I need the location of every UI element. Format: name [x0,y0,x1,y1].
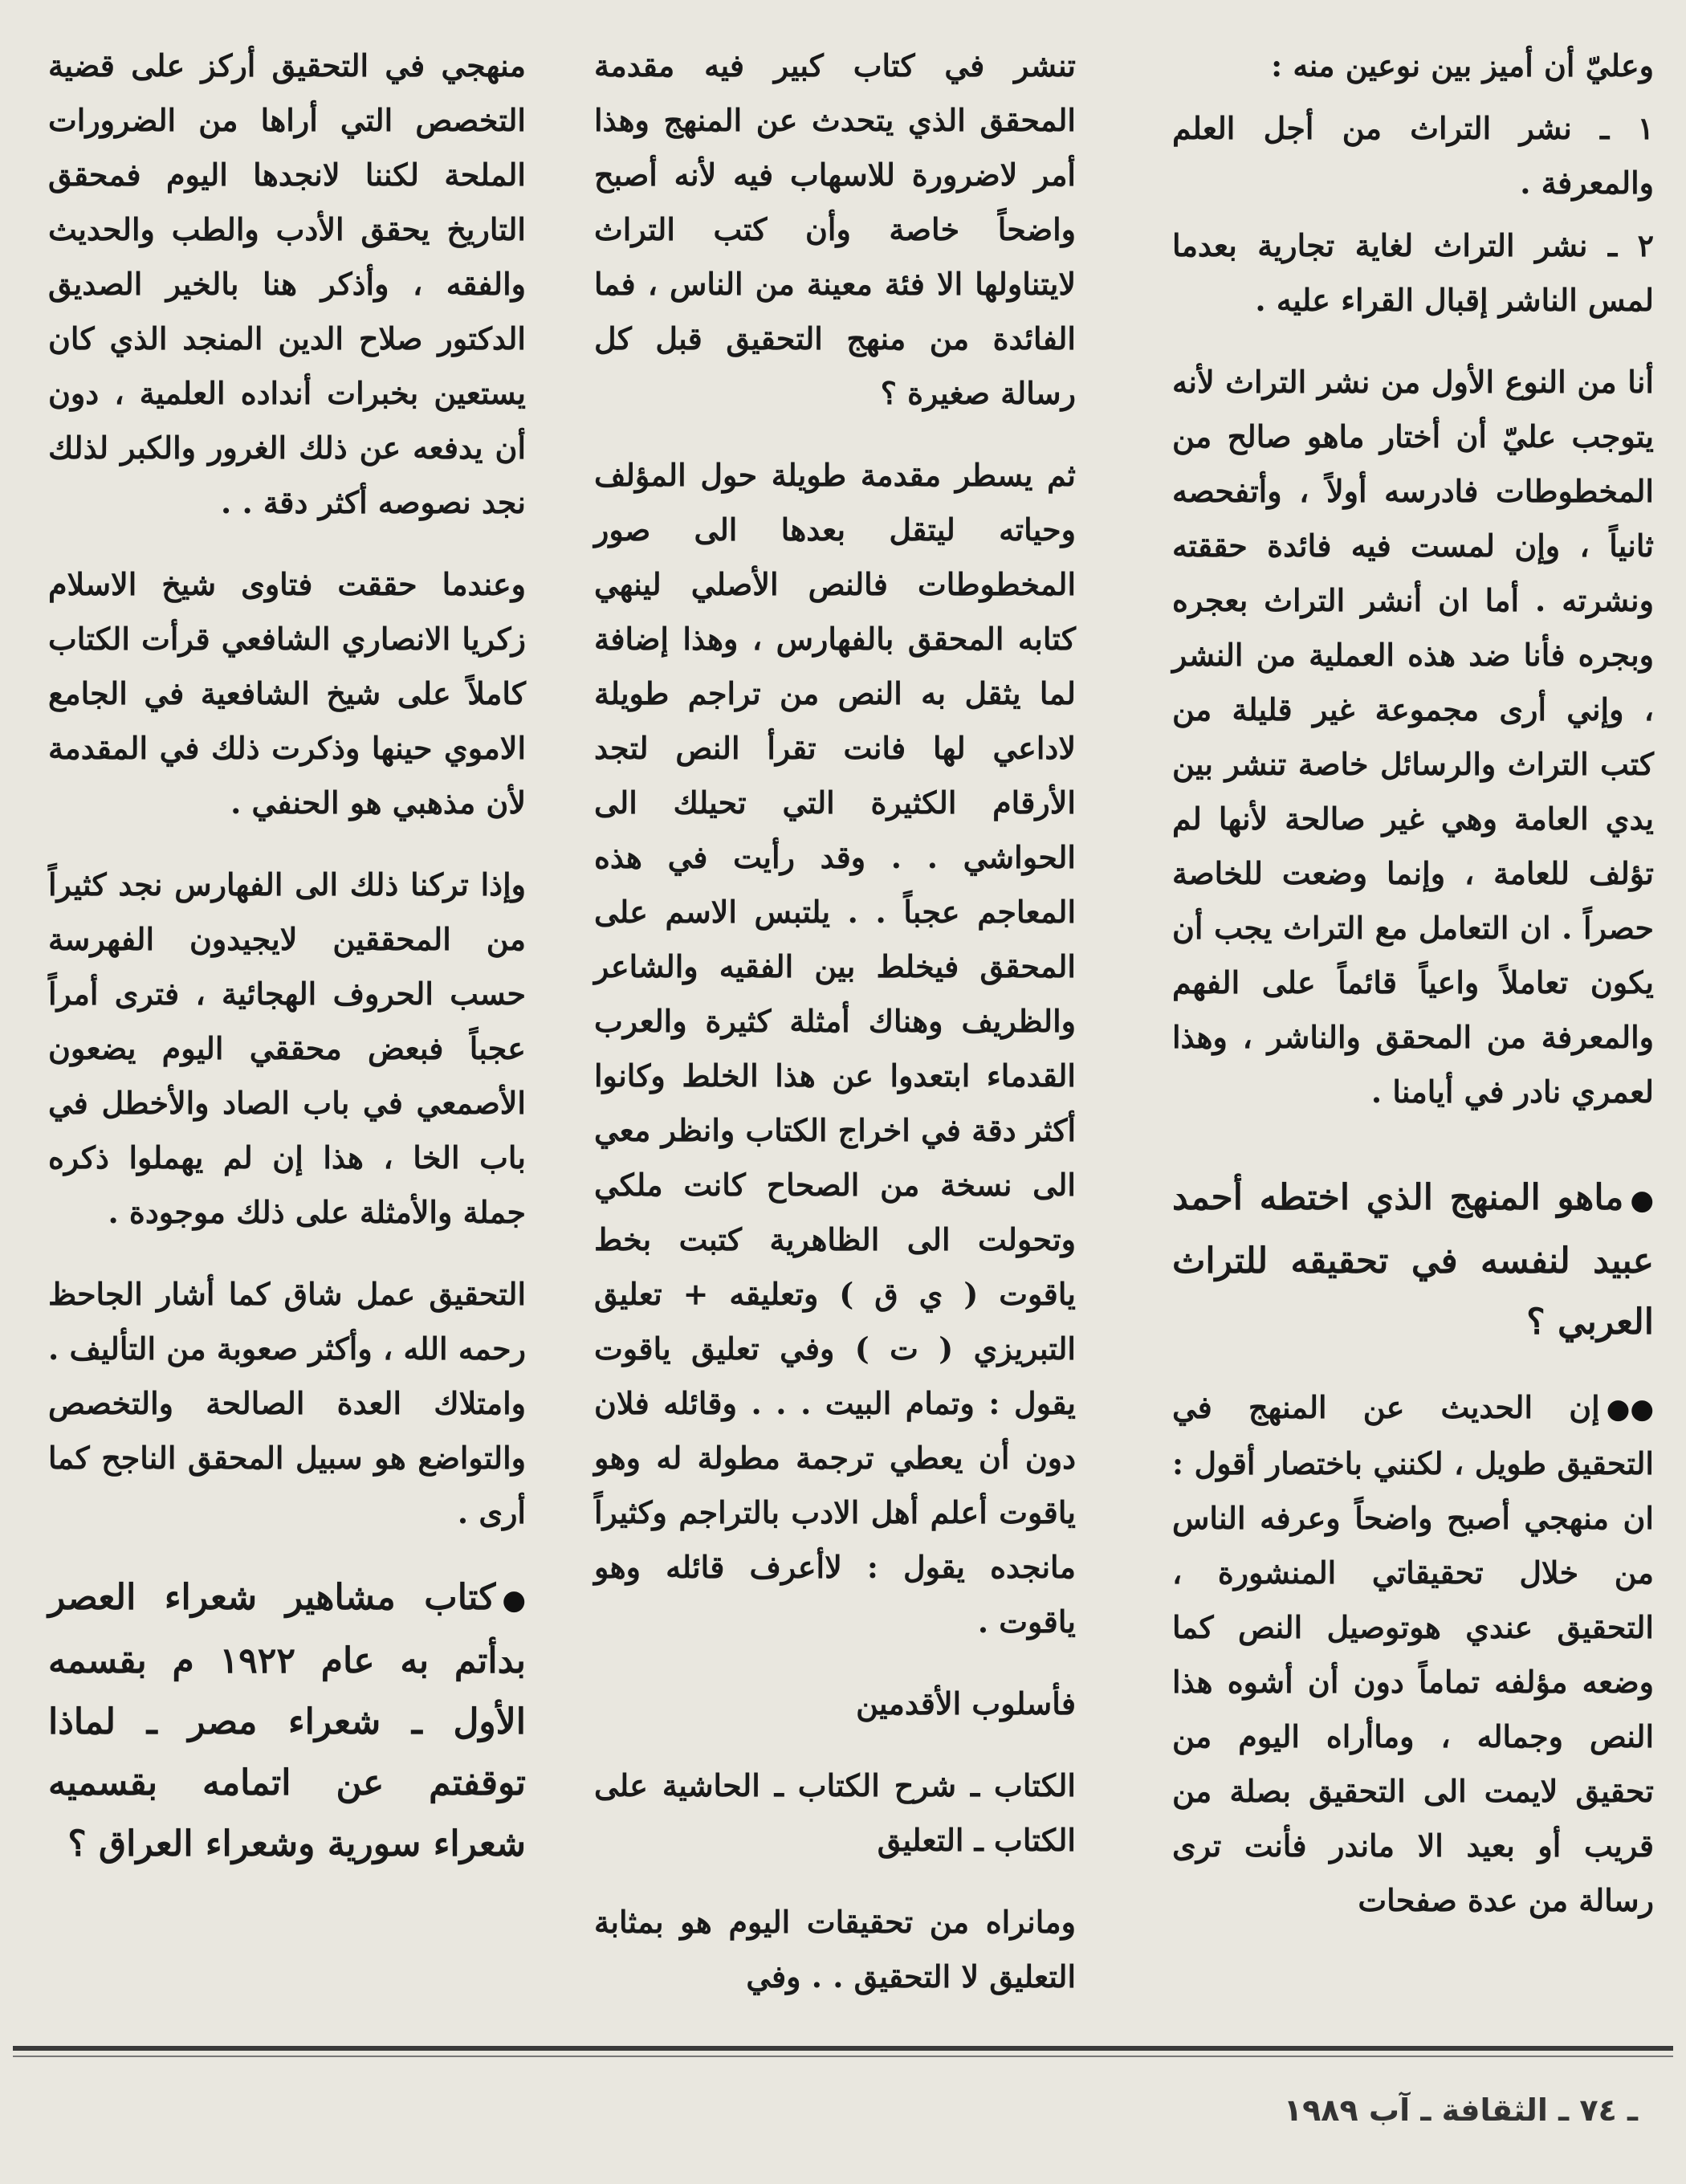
paragraph: منهجي في التحقيق أركز على قضية التخصص التي أراها من الضرورات الملحة لكننا لانجدها اليوم فمحقق التاريخ يحقق الأدب والطب والحديث والفقه ، وأذكر هنا بالخير الصديق الدكتور صلاح الدين المنجد الذي كان يستعين بخبرات أنداده العلمية ، دون أن يدفعه عن ذلك الغرور والكبر لذلك نجد نصوصه أكثر دقة . . [48,47,526,520]
paragraph: وعليّ أن أميز بين نوعين منه : [1271,47,1654,84]
page-footer [1284,2092,1638,2128]
bullet-icon: ● [1630,1184,1654,1216]
question-text: كتاب مشاهير شعراء العصر بدأتم به عام ١٩٢٢ م بقسمه الأول ـ شعراء مصر ـ لماذا توقفتم عن اتمامه بقسميه شعراء سورية وشعراء العراق ؟ [48,1577,526,1864]
paragraph: أنا من النوع الأول من نشر التراث لأنه يتوجب عليّ أن أختار ماهو صالح من المخطوطات فادرسه أولاً ، وأتفحصه ثانياً ، وإن لمست فيه فائدة حققته ونشرته . أما ان أنشر التراث بعجره وبجره فأنا ضد هذه العملية من النشر ، وإني أرى مجموعة غير قليلة من كتب التراث والرسائل خاصة تنشر بين يدي العامة وهي غير صالحة لأنها لم تؤلف للعامة ، وإنما وضعت للخاصة حصراً . ان التعامل مع التراث يجب أن يكون تعاملاً واعياً قائماً على الفهم والمعرفة من المحقق والناشر ، وهذا لعمري نادر في أيامنا . [1172,364,1654,1110]
column-middle [594,39,1076,2031]
list-item: ٢ ـ نشر التراث لغاية تجارية بعدما لمس الناشر إقبال القراء عليه . [1172,227,1654,318]
column-right [1172,39,1654,1955]
double-bullet-icon: ●● [1606,1393,1654,1425]
paragraph: ومانراه من تحقيقات اليوم هو بمثابة التعليق لا التحقيق . . وفي [594,1904,1076,1995]
paragraph: فأسلوب الأقدمين [856,1685,1076,1722]
footer-rule [13,2046,1673,2051]
bullet-icon: ● [502,1584,526,1616]
interview-answer [1172,1380,1654,1928]
interview-question [48,1567,526,1875]
answer-text: إن الحديث عن المنهج في التحقيق طويل ، لكنني باختصار أقول : ان منهجي أصبح واضحاً وعرفه الناس من خلال تحقيقاتي المنشورة ، التحقيق عندي هوتوصيل النص كما وضعه مؤلفه تماماً دون أن أشوه هذا النص وجماله ، وماأراه اليوم من تحقيق لايمت الى التحقيق بصلة من قريب أو بعيد الا ماندر فأنت ترى رسالة من عدة صفحات [1172,1389,1654,1918]
question-text: ماهو المنهج الذي اختطه أحمد عبيد لنفسه في تحقيقه للتراث العربي ؟ [1172,1177,1654,1343]
magazine-name: الثقافة [1441,2092,1548,2128]
issue-date: ـ آب ١٩٨٩ [1283,2092,1431,2128]
interview-question [1172,1167,1654,1353]
paragraph: وإذا تركنا ذلك الى الفهارس نجد كثيراً من المحققين لايجيدون الفهرسة حسب الحروف الهجائية ، فترى أمراً عجباً فبعض محققي اليوم يضعون الأصمعي في باب الصاد والأخطل في باب الخا ، هذا إن لم يهملوا ذكره جملة والأمثلة على ذلك موجودة . [48,866,526,1230]
list-item: ١ ـ نشر التراث من أجل العلم والمعرفة . [1172,110,1654,201]
footer-rule-thin [13,2056,1673,2057]
page-number: ـ ٧٤ ـ [1558,2092,1638,2128]
paragraph: التحقيق عمل شاق كما أشار الجاحظ رحمه الله ، وأكثر صعوبة من التأليف . وامتلاك العدة الصالحة والتخصص والتواضع هو سبيل المحقق الناجح كما أرى . [48,1276,526,1530]
column-left [48,39,526,1902]
paragraph: الكتاب ـ شرح الكتاب ـ الحاشية على الكتاب ـ التعليق [594,1767,1076,1858]
paragraph: وعندما حققت فتاوى شيخ الاسلام زكريا الانصاري الشافعي قرأت الكتاب كاملاً على شيخ الشافعية في الجامع الاموي حينها وذكرت ذلك في المقدمة لأن مذهبي هو الحنفي . [48,566,526,821]
paragraph: تنشر في كتاب كبير فيه مقدمة المحقق الذي يتحدث عن المنهج وهذا أمر لاضرورة للاسهاب فيه لأنه أصبح واضحاً خاصة وأن كتب التراث لايتناولها الا فئة معينة من الناس ، فما الفائدة من منهج التحقيق قبل كل رسالة صغيرة ؟ [594,47,1076,411]
paragraph: ثم يسطر مقدمة طويلة حول المؤلف وحياته ليتقل بعدها الى صور المخطوطات فالنص الأصلي لينهي كتابه المحقق بالفهارس ، وهذا إضافة لما يثقل به النص من تراجم طويلة لاداعي لها فانت تقرأ النص لتجد الأرقام الكثيرة التي تحيلك الى الحواشي . . وقد رأيت في هذه المعاجم عجباً . . يلتبس الاسم على المحقق فيخلط بين الفقيه والشاعر والظريف وهناك أمثلة كثيرة والعرب القدماء ابتعدوا عن هذا الخلط وكانوا أكثر دقة في اخراج الكتاب وانظر معي الى نسخة من الصحاح كانت ملكي وتحولت الى الظاهرية كتبت بخط ياقوت ( ي ق ) وتعليقه + تعليق التبريزي ( ت ) وفي تعليق ياقوت يقول : وتمام البيت . . . وقائله فلان دون أن يعطي ترجمة مطولة له وهو ياقوت أعلم أهل الادب بالتراجم وكثيراً مانجده يقول : لاأعرف قائله وهو ياقوت . [594,457,1076,1640]
